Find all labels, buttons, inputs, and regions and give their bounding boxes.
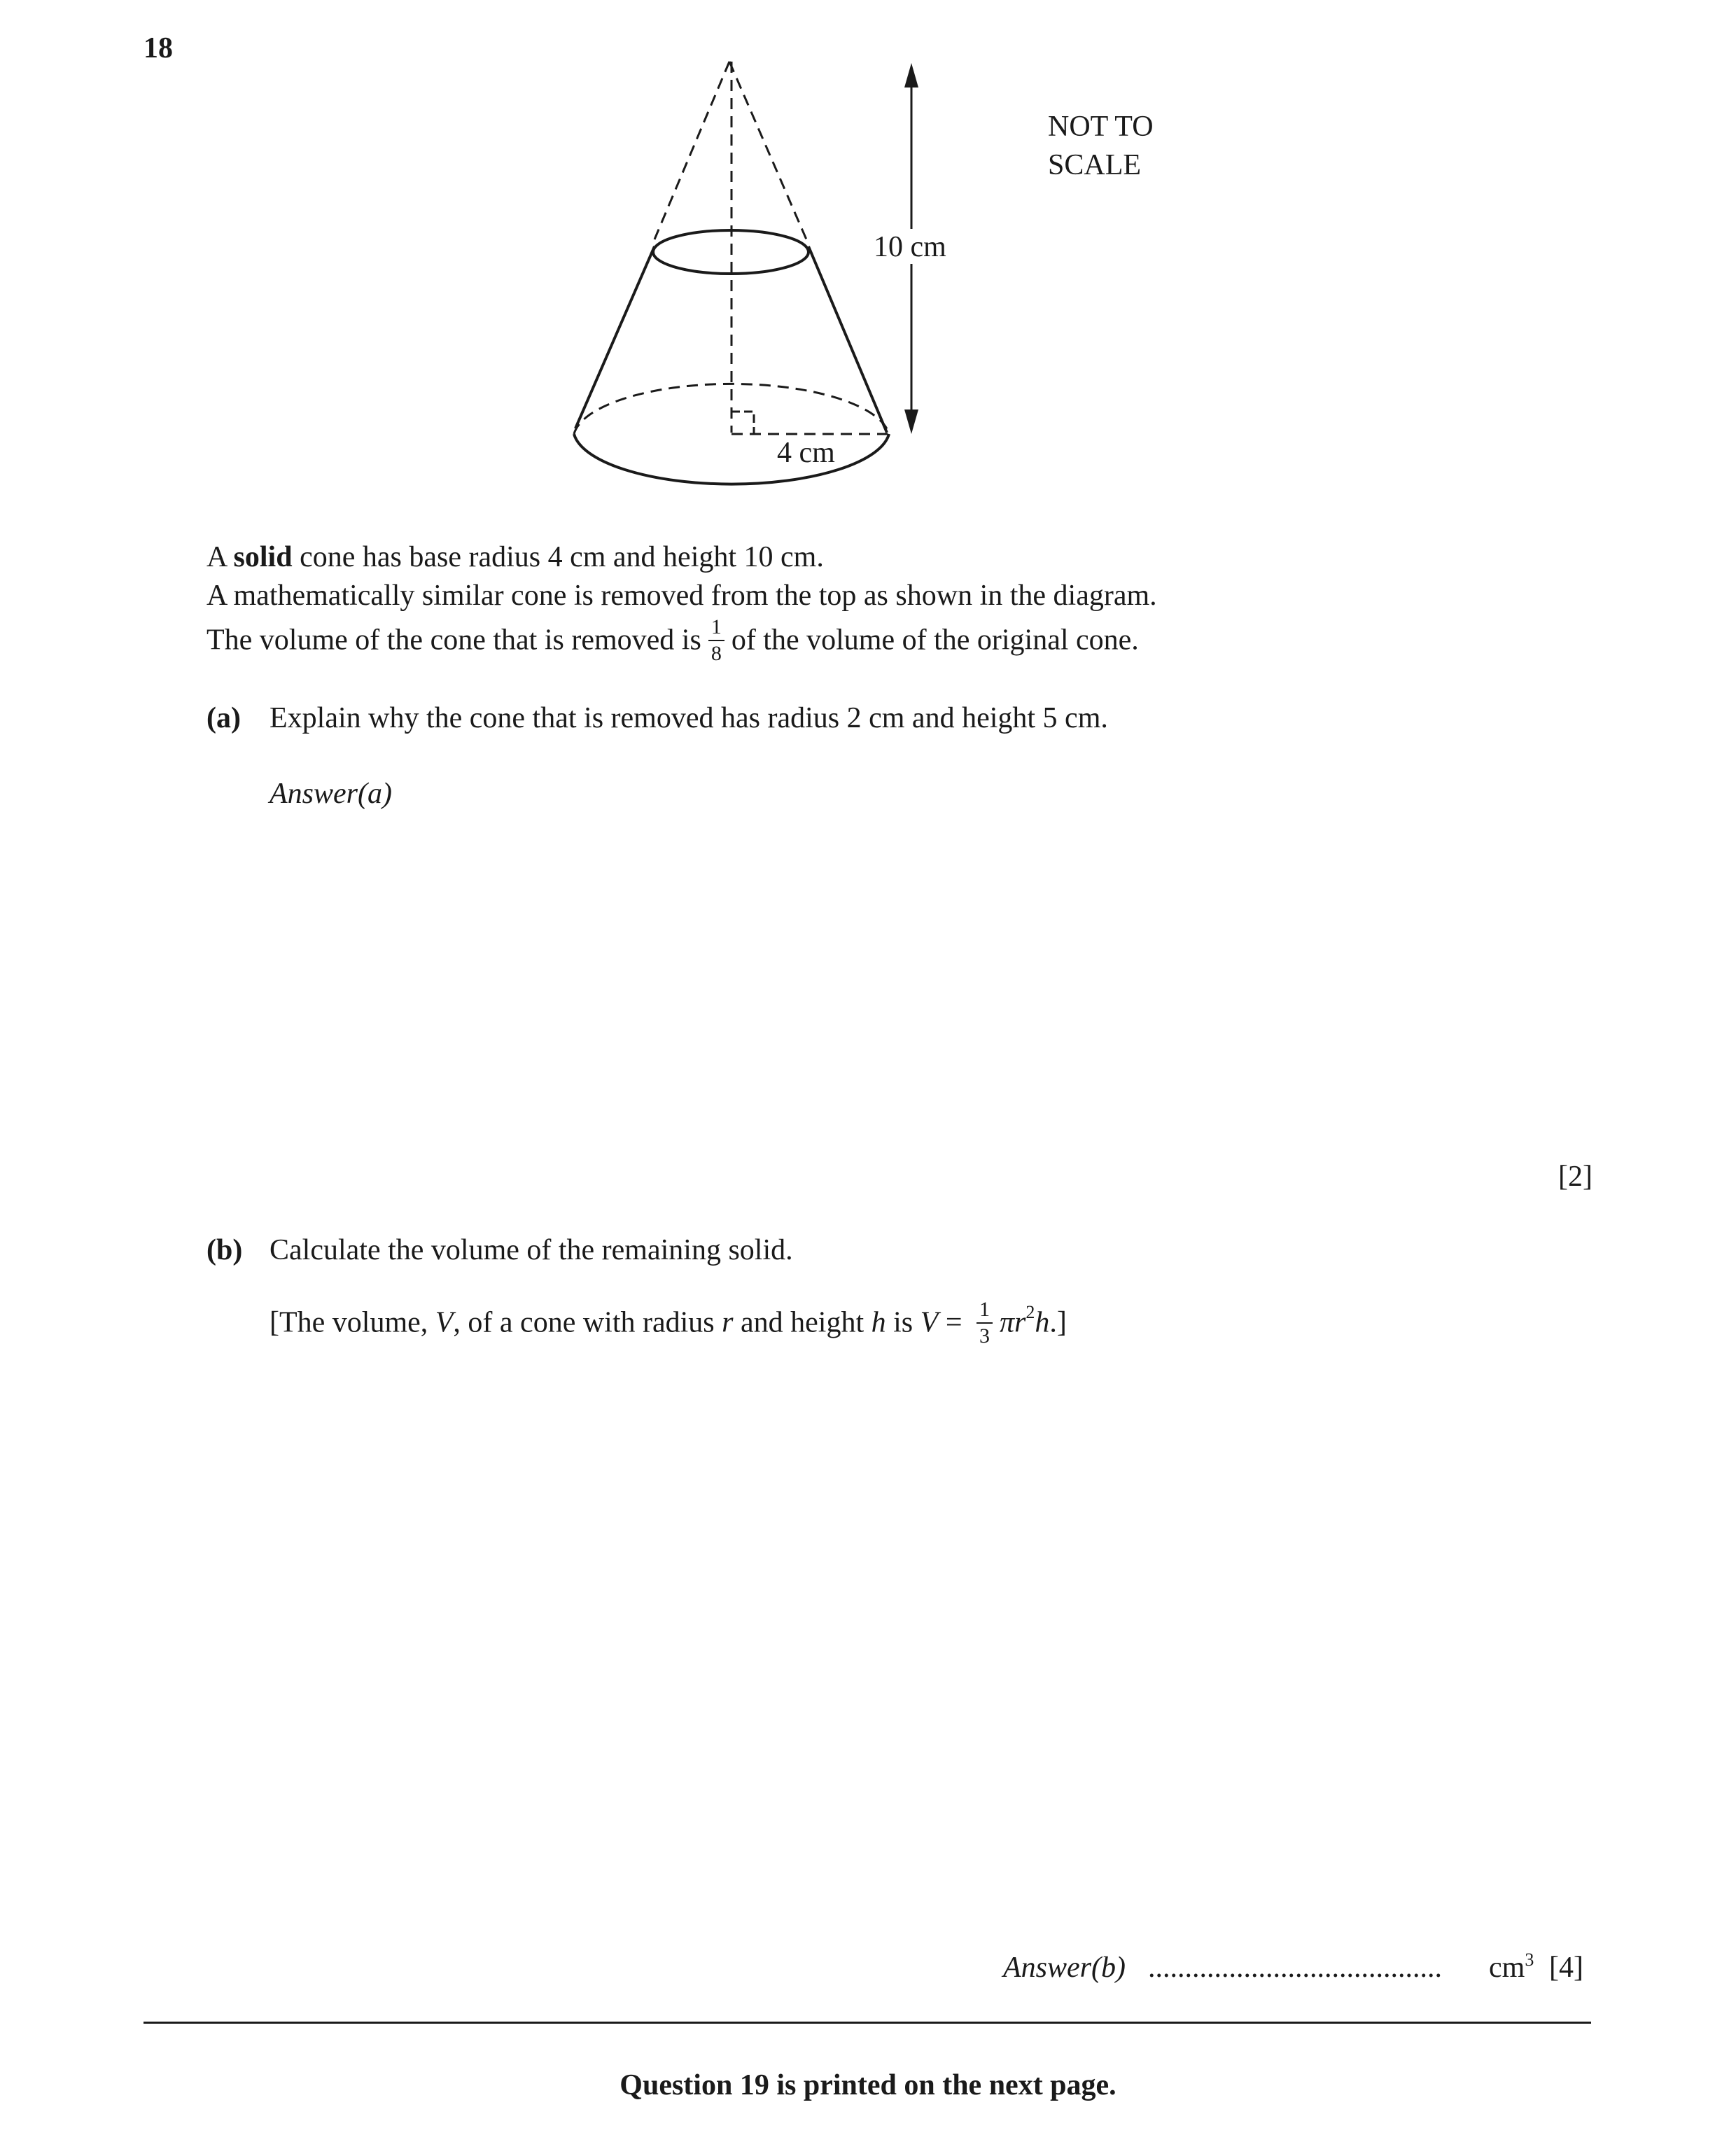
formula-exponent: 2 bbox=[1026, 1302, 1035, 1323]
removed-cone-left-edge bbox=[654, 62, 729, 239]
part-b-marks: [4] bbox=[1549, 1952, 1583, 1984]
page-number: 18 bbox=[144, 32, 173, 64]
formula-variable-h: h bbox=[871, 1306, 886, 1339]
stem-line-1 bbox=[206, 542, 824, 572]
formula-text-1: , of a cone with radius bbox=[453, 1306, 722, 1339]
part-a-answer-label: Answer(a) bbox=[270, 778, 392, 810]
part-a-label: (a) bbox=[206, 702, 241, 734]
stem-line-3-prefix: The volume of the cone that is removed is bbox=[206, 624, 701, 657]
stem-line-1-prefix: A bbox=[206, 541, 234, 573]
not-to-scale-line2: SCALE bbox=[1048, 149, 1142, 181]
stem-line-1-suffix: cone has base radius 4 cm and height 10 cm. bbox=[292, 541, 824, 573]
height-arrow-top bbox=[904, 63, 918, 88]
formula-end: .] bbox=[1049, 1306, 1067, 1339]
part-b-answer-field[interactable]: ........................................ bbox=[1148, 1952, 1442, 1984]
stem-line-1-bold: solid bbox=[233, 541, 293, 573]
formula-text-3: is bbox=[886, 1306, 920, 1339]
frustum-diagram bbox=[0, 0, 1736, 546]
fraction-denominator: 3 bbox=[979, 1324, 990, 1348]
formula-prefix: [The volume, bbox=[270, 1306, 435, 1339]
formula-variable-h-2: h bbox=[1035, 1306, 1050, 1339]
fraction-denominator: 8 bbox=[710, 641, 722, 665]
base-ellipse-front bbox=[574, 434, 889, 484]
footer-divider bbox=[144, 2022, 1591, 2024]
right-angle-marker bbox=[732, 412, 754, 434]
stem-line-3-suffix: of the volume of the original cone. bbox=[731, 624, 1139, 657]
fraction-one-third bbox=[976, 1298, 993, 1347]
part-b-unit bbox=[1489, 1949, 1534, 1984]
formula-text-2: and height bbox=[733, 1306, 872, 1339]
part-b-answer-label: Answer(b) bbox=[1003, 1952, 1126, 1984]
stem-line-2: A mathematically similar cone is removed from the top as shown in the diagram. bbox=[206, 580, 1157, 612]
formula-variable-v-2: V bbox=[920, 1306, 939, 1339]
height-arrow-bottom bbox=[904, 410, 918, 434]
part-b-formula bbox=[270, 1298, 1067, 1347]
part-b-label: (b) bbox=[206, 1234, 243, 1266]
radius-label: 4 cm bbox=[777, 437, 835, 469]
formula-equals: = bbox=[938, 1306, 969, 1339]
part-b-question: Calculate the volume of the remaining solid. bbox=[270, 1234, 793, 1266]
height-label: 10 cm bbox=[874, 231, 946, 263]
formula-variable-v: V bbox=[435, 1306, 454, 1339]
fraction-numerator: 1 bbox=[976, 1298, 993, 1324]
fraction-numerator: 1 bbox=[708, 616, 724, 641]
formula-variable-r-2: r bbox=[1014, 1306, 1026, 1339]
part-a-answer-space[interactable] bbox=[270, 819, 1578, 1155]
unit-exponent: 3 bbox=[1525, 1949, 1534, 1970]
unit-cm: cm bbox=[1489, 1952, 1525, 1984]
formula-variable-r: r bbox=[722, 1306, 734, 1339]
frustum-left-edge bbox=[575, 246, 654, 428]
stem-line-3 bbox=[206, 616, 1139, 664]
part-a-marks: [2] bbox=[1558, 1161, 1592, 1193]
removed-cone-right-edge bbox=[729, 62, 806, 239]
not-to-scale-line1: NOT TO bbox=[1048, 111, 1154, 143]
next-page-note: Question 19 is printed on the next page. bbox=[620, 2069, 1116, 2101]
fraction-one-eighth bbox=[708, 616, 724, 664]
frustum-right-edge bbox=[808, 246, 887, 433]
part-a-question: Explain why the cone that is removed has radius 2 cm and height 5 cm. bbox=[270, 702, 1108, 734]
part-b-working-space[interactable] bbox=[270, 1358, 1578, 1932]
formula-pi: π bbox=[1000, 1306, 1015, 1339]
